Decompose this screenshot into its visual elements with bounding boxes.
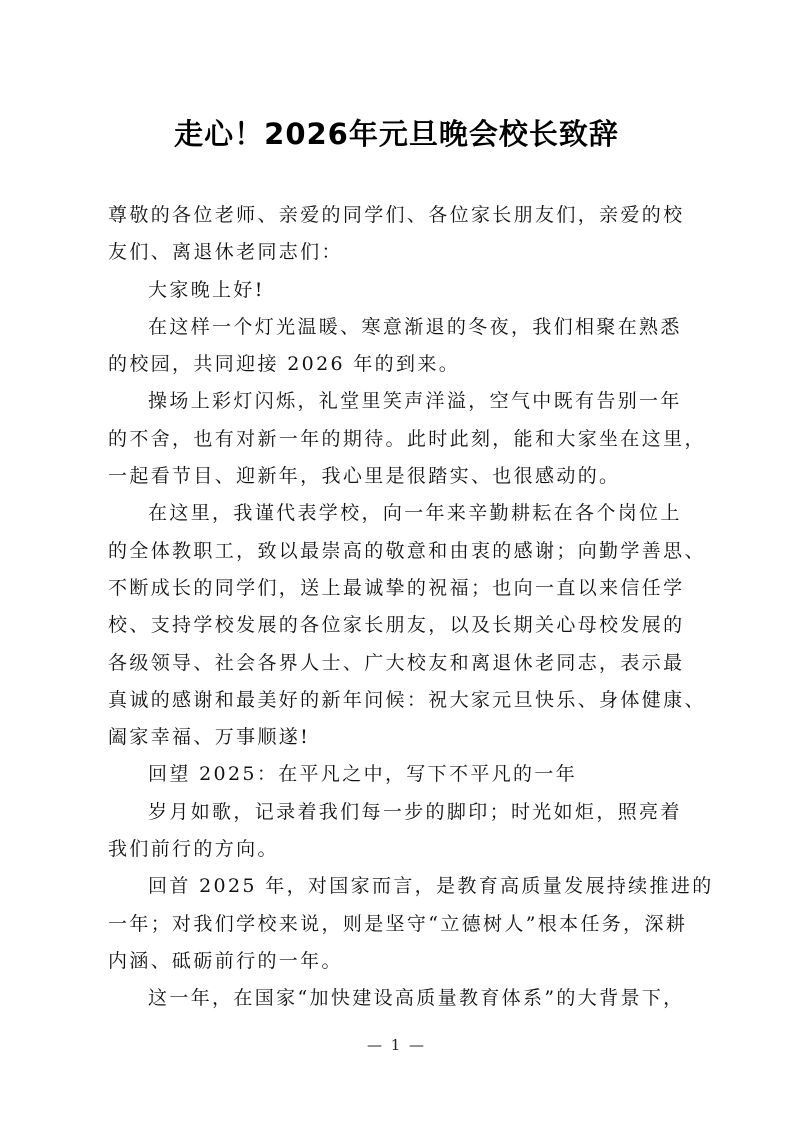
text-line: 的校园，共同迎接 2026 年的到来。 — [108, 353, 461, 376]
text-line: 不断成长的同学们，送上最诚挚的祝福；也向一直以来信任学 — [108, 576, 685, 599]
text-line: 岁月如歌，记录着我们每一步的脚印；时光如炬，照亮着 — [148, 800, 682, 823]
text-line: 真诚的感谢和最美好的新年问候：祝大家元旦快乐、身体健康、 — [108, 688, 706, 711]
text-line: 的全体教职工，致以最崇高的敬意和由衷的感谢；向勤学善思、 — [108, 539, 706, 562]
text-line: 的不舍，也有对新一年的期待。此时此刻，能和大家坐在这里， — [108, 427, 706, 450]
document-body — [108, 197, 714, 1018]
text-line: 大家晚上好! — [148, 278, 265, 301]
text-line: 一起看节目、迎新年，我心里是很踏实、也很感动的。 — [108, 465, 621, 488]
text-line: 操场上彩灯闪烁，礼堂里笑声洋溢，空气中既有告别一年 — [148, 390, 682, 413]
text-line: 我们前行的方向。 — [108, 838, 279, 861]
text-line: 友们、离退休老同志们： — [108, 241, 343, 264]
text-line: 阖家幸福、万事顺遂! — [108, 726, 311, 749]
text-line: 在这里，我谨代表学校，向一年来辛勤耕耘在各个岗位上 — [148, 502, 682, 525]
page-number: — 1 — — [366, 1036, 427, 1054]
text-line: 回首 2025 年，对国家而言，是教育高质量发展持续推进的 — [148, 875, 714, 898]
section-heading: 回望 2025：在平凡之中，写下不平凡的一年 — [148, 763, 578, 786]
text-line: 校、支持学校发展的各位家长朋友，以及长期关心母校发展的 — [108, 614, 685, 637]
text-line: 内涵、砥砺前行的一年。 — [108, 949, 343, 972]
document-title: 走心！2026年元旦晚会校长致辞 — [174, 117, 619, 151]
text-line: 各级领导、社会各界人士、广大校友和离退休老同志，表示最 — [108, 651, 685, 674]
text-line: 尊敬的各位老师、亲爱的同学们、各位家长朋友们，亲爱的校 — [108, 204, 685, 226]
text-line: 一年；对我们学校来说，则是坚守“立德树人”根本任务，深耕 — [108, 912, 688, 935]
text-line: 在这样一个灯光温暖、寒意渐退的冬夜，我们相聚在熟悉 — [148, 315, 682, 338]
text-line: 这一年，在国家“加快建设高质量教育体系”的大背景下， — [148, 987, 685, 1010]
